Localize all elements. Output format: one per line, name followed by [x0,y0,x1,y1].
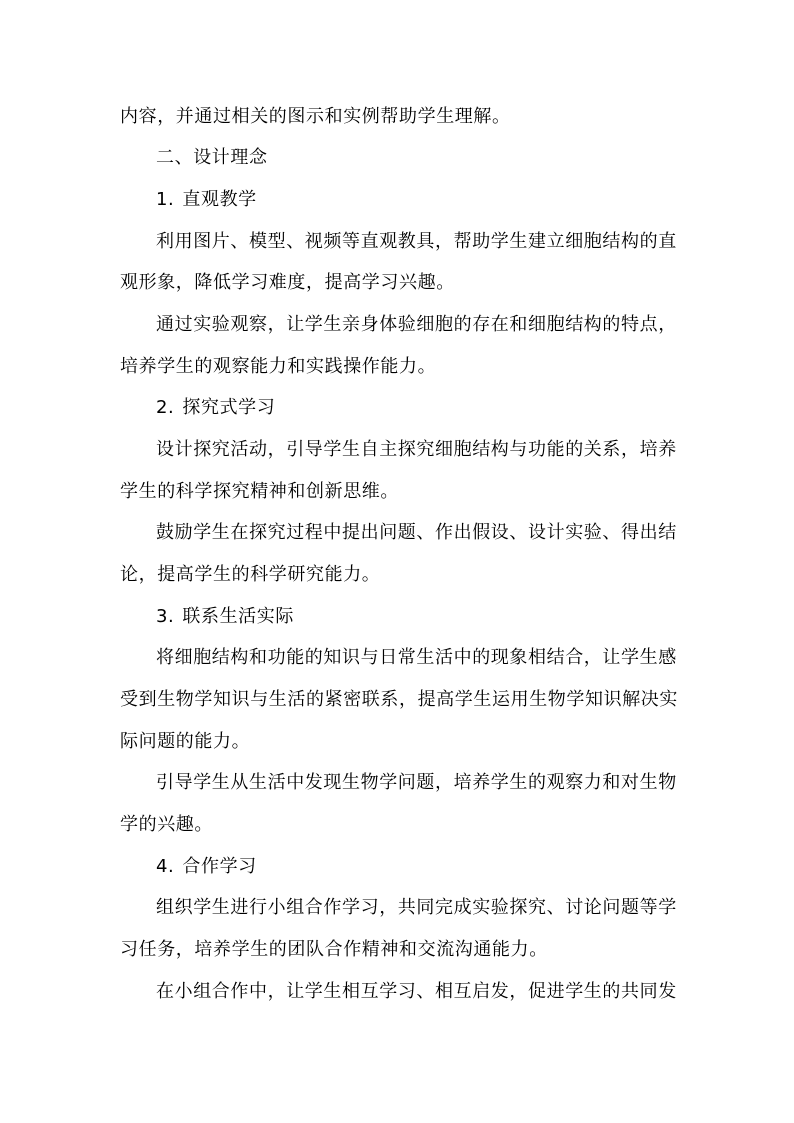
paragraph-line: 培养学生的观察能力和实践操作能力。 [120,356,437,377]
subheading-4 [156,855,716,879]
paragraph-line: 论，提高学生的科学研究能力。 [120,564,381,585]
subheading-title: 合作学习 [182,856,257,877]
subheading-number: 2. [156,397,175,418]
paragraph-line: 习任务，培养学生的团队合作精神和交流沟通能力。 [120,939,548,960]
subheading-number: 1. [156,189,175,210]
subheading-3 [156,605,716,629]
paragraph-line: 在小组合作中，让学生相互学习、相互启发，促进学生的共同发 [156,981,677,1002]
paragraph-line: 内容，并通过相关的图示和实例帮助学生理解。 [120,106,511,127]
subheading-1 [156,188,716,212]
paragraph-line: 际问题的能力。 [120,731,251,752]
subheading-2 [156,396,716,420]
subheading-title: 直观教学 [182,189,257,210]
paragraph-line: 组织学生进行小组合作学习，共同完成实验探究、讨论问题等学 [156,897,677,918]
paragraph-line: 通过实验观察，让学生亲身体验细胞的存在和细胞结构的特点， [156,314,677,335]
section-heading: 二、设计理念 [156,147,268,168]
paragraph-line: 利用图片、模型、视频等直观教具，帮助学生建立细胞结构的直 [156,231,677,252]
paragraph-line: 引导学生从生活中发现生物学问题，培养学生的观察力和对生物 [156,772,677,793]
subheading-title: 联系生活实际 [182,606,294,627]
paragraph-line: 设计探究活动，引导学生自主探究细胞结构与功能的关系，培养 [156,439,677,460]
paragraph-line: 学的兴趣。 [120,814,213,835]
subheading-title: 探究式学习 [182,397,276,418]
paragraph-line: 学生的科学探究精神和创新思维。 [120,481,399,502]
paragraph-line: 观形象，降低学习难度，提高学习兴趣。 [120,272,455,293]
paragraph-line: 将细胞结构和功能的知识与日常生活中的现象相结合，让学生感 [156,647,677,668]
paragraph-line: 鼓励学生在探究过程中提出问题、作出假设、设计实验、得出结 [156,522,677,543]
subheading-number: 4. [156,856,175,877]
paragraph-line: 受到生物学知识与生活的紧密联系，提高学生运用生物学知识解决实 [120,689,678,710]
subheading-number: 3. [156,606,175,627]
